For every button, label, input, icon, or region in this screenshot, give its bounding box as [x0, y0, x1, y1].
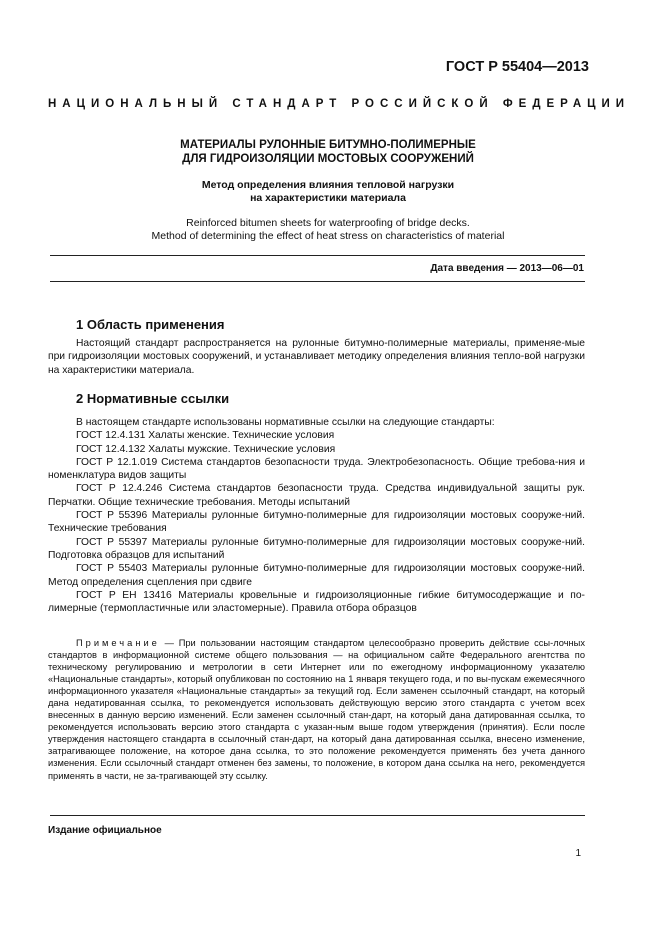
reference-item: ГОСТ Р 55396 Материалы рулонные битумно-полимерные для гидроизоляции мостовых сооруже-ний. Технические требования	[48, 510, 585, 535]
reference-item: ГОСТ Р 12.4.246 Система стандартов безопасности труда. Средства индивидуальной защиты рук. Перчатки. Общие технические требования. Методы испытаний	[48, 483, 585, 508]
note-text: — При пользовании настоящим стандартом целесообразно проверить действие ссы-лочных стандартов в информационной системе общего пользования — на официальном сайте Федерального агентства по техническому регулированию и метрологии в сети Интернет или по ежегодному информационному указателю «Национальные стандарты», который опубликован по состоянию на 1 января текущего года, и по вы-пускам ежемесячного информационного указателя «Национальные стандарты» за текущий год. Если заменен ссылочный стандарт, на который дана недатированная ссылка, то рекомендуется использовать действующую версию этого стандарта с учетом всех внесенных в данную версию изменений. Если заменен ссылочный стан-дарт, на который дана датированная ссылка, то рекомендуется использовать версию этого стандарта с указан-ным выше годом утверждения (принятия). Если после утверждения настоящего стандарта в ссылочный стан-дарт, на который дана датированная ссылка, внесено изменение, затрагивающее положение, на которое дана ссылка, то это положение рекомендуется применять без учета данного изменения. Если ссылочный стандарт отменен без замены, то положение, в котором дана ссылка на него, рекомендуется применять в части, не за-трагивающей эту ссылку.	[48, 638, 585, 781]
reference-item: ГОСТ Р 55397 Материалы рулонные битумно-полимерные для гидроизоляции мостовых сооруже-ний. Подготовка образцов для испытаний	[48, 536, 585, 561]
section-1-heading: 1 Область применения	[76, 317, 225, 332]
note-label: Примечание	[76, 638, 160, 648]
standard-number: ГОСТ Р 55404—2013	[445, 59, 589, 75]
edition-label: Издание официальное	[48, 825, 162, 836]
subtitle-line-1: Метод определения влияния тепловой нагрузки	[201, 179, 455, 191]
top-divider	[50, 255, 585, 256]
document-title	[48, 138, 608, 166]
references-intro: В настоящем стандарте использованы нормативные ссылки на следующие стандарты:	[76, 417, 495, 428]
reference-item: ГОСТ Р ЕН 13416 Материалы кровельные и гидроизоляционные гибкие битумосодержащие и по-лимерные (термопластичные или эластомерные). Правила отбора образцов	[48, 589, 585, 615]
reference-item: ГОСТ 12.4.132 Халаты мужские. Технические условия	[76, 443, 336, 455]
reference-item: ГОСТ 12.4.131 Халаты женские. Технические условия	[76, 430, 335, 442]
title-line-1: МАТЕРИАЛЫ РУЛОННЫЕ БИТУМНО-ПОЛИМЕРНЫЕ	[180, 139, 476, 151]
references-list	[48, 416, 585, 615]
document-subtitle	[48, 179, 608, 205]
introduction-date: Дата введения — 2013—06—01	[430, 263, 584, 274]
national-standard-banner: НАЦИОНАЛЬНЫЙ СТАНДАРТ РОССИЙСКОЙ ФЕДЕРАЦИИ	[48, 98, 631, 110]
footer-divider	[50, 815, 585, 816]
english-line-1: Reinforced bitumen sheets for waterproofing of bridge decks.	[186, 217, 470, 229]
english-line-2: Method of determining the effect of heat stress on characteristics of material	[151, 230, 505, 242]
page-number: 1	[575, 848, 581, 859]
subtitle-line-2: на характеристики материала	[250, 192, 406, 204]
note-block	[48, 637, 585, 782]
section-1-text: Настоящий стандарт распространяется на рулонные битумно-полимерные материалы, применяе-мые при гидроизоляции мостовых сооружений, и устанавливает методику определения влияния тепло-вой нагрузки на характеристики материала.	[48, 338, 585, 376]
reference-item: ГОСТ Р 55403 Материалы рулонные битумно-полимерные для гидроизоляции мостовых сооруже-ний. Метод определения сцепления при сдвиге	[48, 563, 585, 588]
english-title	[48, 217, 608, 243]
date-divider	[50, 281, 585, 282]
reference-item: ГОСТ Р 12.1.019 Система стандартов безопасности труда. Электробезопасность. Общие требова-ния и номенклатура видов защиты	[48, 456, 585, 482]
title-line-2: ДЛЯ ГИДРОИЗОЛЯЦИИ МОСТОВЫХ СООРУЖЕНИЙ	[182, 153, 474, 165]
section-2-heading: 2 Нормативные ссылки	[76, 391, 230, 406]
